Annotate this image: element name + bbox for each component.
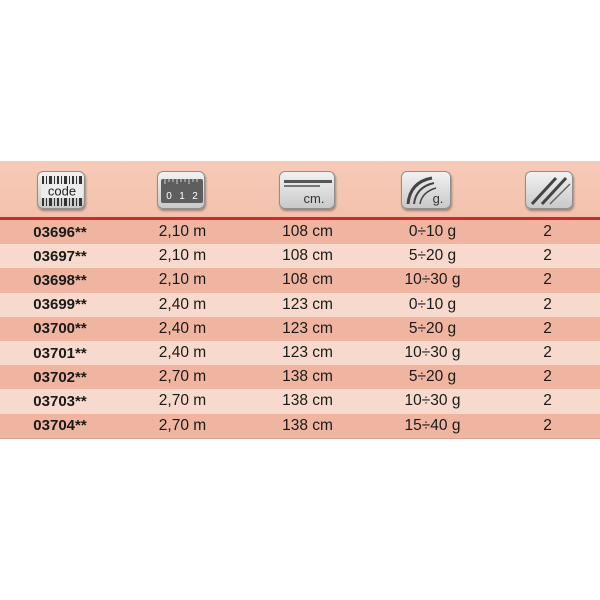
table-row — [0, 268, 600, 292]
cell-length: 2,70 m — [158, 368, 207, 386]
cell-closed-length: 138 cm — [282, 416, 333, 434]
cell-code: 03701** — [33, 344, 87, 362]
barcode-code-icon — [37, 171, 85, 209]
table-row — [0, 244, 600, 268]
cell-length: 2,40 m — [158, 295, 207, 313]
cell-casting-weight: 10÷30 g — [404, 271, 461, 289]
cell-sections: 2 — [543, 271, 552, 289]
cell-code: 03703** — [33, 392, 87, 410]
cell-code: 03704** — [33, 417, 87, 435]
cell-closed-length: 108 cm — [282, 223, 333, 241]
table-body — [0, 220, 600, 439]
cell-sections: 2 — [543, 319, 552, 337]
cell-casting-weight: 5÷20 g — [408, 247, 457, 265]
cell-casting-weight: 10÷30 g — [404, 344, 461, 362]
cell-closed-length: 108 cm — [282, 271, 333, 289]
cell-casting-weight: 5÷20 g — [408, 319, 457, 337]
cell-casting-weight: 15÷40 g — [404, 416, 461, 434]
cell-sections: 2 — [543, 247, 552, 265]
cell-closed-length: 108 cm — [282, 247, 333, 265]
cell-sections: 2 — [543, 223, 552, 241]
cell-code: 03696** — [33, 223, 87, 241]
casting-weight-icon — [401, 171, 451, 209]
cell-length: 2,40 m — [158, 344, 207, 362]
cell-code: 03700** — [33, 320, 87, 338]
cell-sections: 2 — [543, 344, 552, 362]
cell-sections: 2 — [543, 295, 552, 313]
cell-code: 03697** — [33, 247, 87, 265]
ruler-digit-2: 2 — [192, 191, 198, 202]
cell-closed-length: 123 cm — [282, 319, 333, 337]
cell-casting-weight: 0÷10 g — [408, 295, 457, 313]
cell-code: 03699** — [33, 296, 87, 314]
table-row — [0, 341, 600, 365]
cell-length: 2,40 m — [158, 319, 207, 337]
table-row — [0, 220, 600, 244]
ruler-digit-0: 0 — [166, 191, 172, 202]
cell-casting-weight: 5÷20 g — [408, 368, 457, 386]
table-header — [0, 161, 600, 220]
cell-length: 2,10 m — [158, 271, 207, 289]
casting-icon-label: g. — [432, 191, 444, 206]
cell-closed-length: 123 cm — [282, 344, 333, 362]
cell-sections: 2 — [543, 416, 552, 434]
closed-length-icon — [279, 171, 335, 209]
cell-code: 03702** — [33, 368, 87, 386]
cell-closed-length: 138 cm — [282, 368, 333, 386]
cell-sections: 2 — [543, 368, 552, 386]
table-row — [0, 365, 600, 389]
code-icon-label: code — [47, 183, 77, 199]
ruler-digit-1: 1 — [179, 191, 185, 202]
cell-length: 2,10 m — [158, 223, 207, 241]
cell-length: 2,70 m — [158, 416, 207, 434]
cell-closed-length: 138 cm — [282, 392, 333, 410]
table-row — [0, 293, 600, 317]
table-row — [0, 389, 600, 413]
cell-casting-weight: 10÷30 g — [404, 392, 461, 410]
cell-casting-weight: 0÷10 g — [408, 223, 457, 241]
cell-code: 03698** — [33, 271, 87, 289]
spec-table — [0, 161, 600, 439]
cell-sections: 2 — [543, 392, 552, 410]
cell-length: 2,70 m — [158, 392, 207, 410]
sections-rod-icon — [525, 171, 573, 209]
closed-icon-label: cm. — [303, 191, 325, 206]
length-ruler-icon — [157, 171, 205, 209]
table-row — [0, 317, 600, 341]
table-row — [0, 414, 600, 439]
cell-closed-length: 123 cm — [282, 295, 333, 313]
cell-length: 2,10 m — [158, 247, 207, 265]
